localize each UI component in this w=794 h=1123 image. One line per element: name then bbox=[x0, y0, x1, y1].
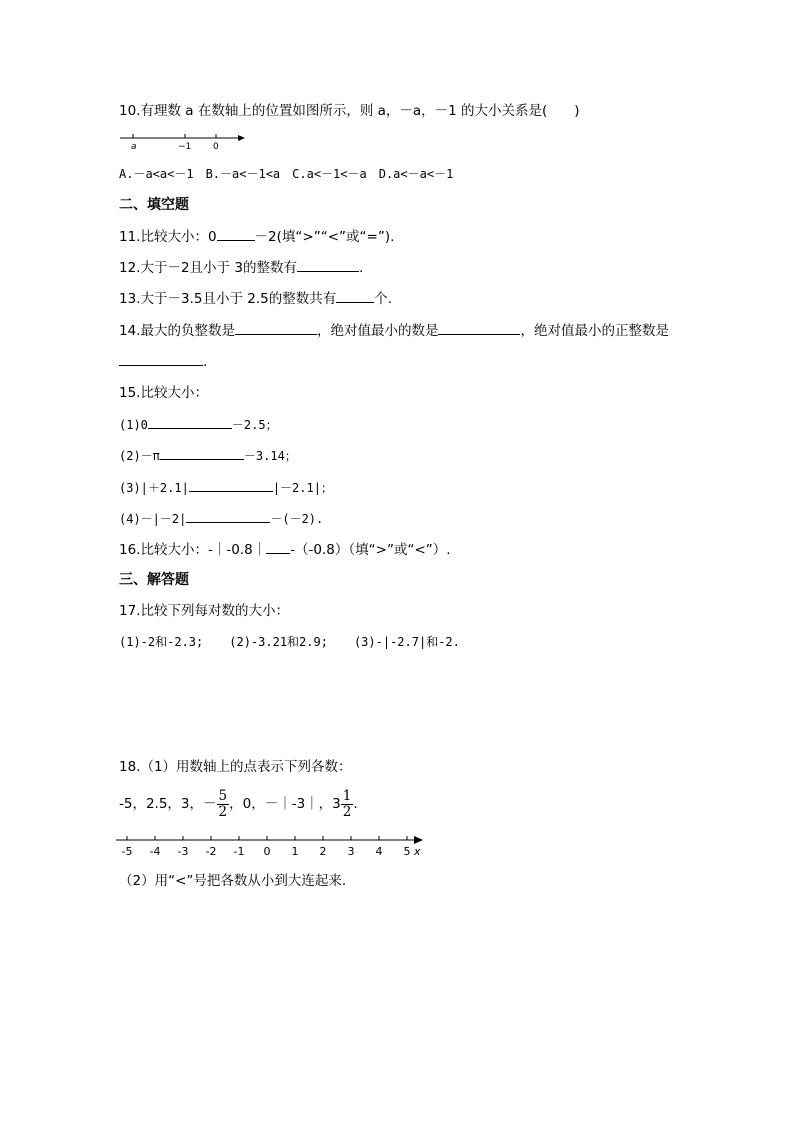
q15-part2-blank[interactable] bbox=[160, 446, 244, 460]
q18-numbers bbox=[119, 788, 358, 820]
q15-part4 bbox=[119, 509, 323, 528]
q13-blank[interactable] bbox=[336, 289, 374, 303]
q14-pre: 14.最大的负整数是 bbox=[119, 323, 235, 339]
q11-pre: 11.比较大小：0 bbox=[119, 229, 217, 245]
q18-nums-mid: ，0，－｜-3｜，3 bbox=[229, 796, 341, 812]
q15-part1-blank[interactable] bbox=[148, 415, 232, 429]
q11 bbox=[119, 227, 394, 246]
q10-axis-label-a: a bbox=[131, 142, 137, 152]
q14-blank-3[interactable] bbox=[119, 352, 203, 366]
q17-part2: (2)-3.21和2.9; bbox=[229, 635, 328, 649]
q15-part2-pre: (2)－π bbox=[119, 449, 160, 463]
q15-part1 bbox=[119, 415, 278, 434]
q15-part3-pre: (3)|＋2.1| bbox=[119, 481, 189, 495]
q13-pre: 13.大于－3.5且小于 2.5的整数共有 bbox=[119, 291, 337, 307]
q18-axis-tick-label: -5 bbox=[121, 845, 133, 858]
q18-title: 18.（1）用数轴上的点表示下列各数： bbox=[119, 759, 352, 775]
q18-number-line bbox=[112, 830, 432, 862]
q18-axis-tick-label: 4 bbox=[375, 845, 383, 858]
q15-part3-post: |－2.1|； bbox=[272, 481, 333, 495]
section-answer-title: 三、解答题 bbox=[119, 572, 189, 588]
q17-title: 17.比较下列每对数的大小： bbox=[119, 603, 289, 619]
q11-post: －2(填“>”“<”或“=”). bbox=[254, 229, 395, 245]
q15-part4-pre: (4)－|－2| bbox=[119, 512, 187, 526]
q18-fraction-1-2 bbox=[341, 789, 354, 820]
q17-parts bbox=[119, 633, 460, 651]
q14-continued bbox=[119, 352, 207, 371]
q14-blank-2[interactable] bbox=[438, 321, 520, 335]
q10-number-line bbox=[118, 128, 248, 152]
q14-end: . bbox=[203, 354, 208, 370]
q18-frac1-den: 2 bbox=[218, 803, 228, 820]
q18-axis-var: x bbox=[414, 845, 421, 858]
q18-axis-tick-label: 0 bbox=[263, 845, 271, 858]
q18-axis-tick-label: -1 bbox=[233, 845, 245, 858]
q15-part4-post: －(－2). bbox=[270, 512, 324, 526]
q15-part3 bbox=[119, 478, 333, 497]
q17-part3: (3)-|-2.7|和-2. bbox=[353, 635, 460, 649]
q18-axis-tick-label: -4 bbox=[149, 845, 161, 858]
q14-mid: ，绝对值最小的数是 bbox=[316, 323, 439, 339]
q18-frac1-num: 5 bbox=[218, 787, 228, 804]
q10-options: A.－a<a<－1 B.－a<－1<a C.a<－1<－a D.a<－a<－1 bbox=[119, 167, 454, 181]
q18-axis-tick-label: -2 bbox=[205, 845, 217, 858]
q15-part2 bbox=[119, 446, 297, 465]
q12-pre: 12.大于－2且小于 3的整数有 bbox=[119, 260, 297, 276]
q14-post: ，绝对值最小的正整数是 bbox=[520, 323, 669, 339]
q10-text: 10.有理数 a 在数轴上的位置如图所示，则 a，－a，－1 的大小关系是( ) bbox=[119, 103, 580, 119]
q17-part1: (1)-2和-2.3; bbox=[119, 635, 204, 649]
q18-axis-tick-label: 1 bbox=[291, 845, 299, 858]
q11-blank[interactable] bbox=[217, 227, 255, 241]
q18-frac2-den: 2 bbox=[342, 803, 352, 820]
q18-axis-tick-label: 5 bbox=[403, 845, 411, 858]
q18-axis-tick-label: -3 bbox=[177, 845, 189, 858]
q16-pre: 16.比较大小：-｜-0.8｜ bbox=[119, 542, 267, 558]
q18-fraction-5-2 bbox=[217, 789, 230, 820]
q12 bbox=[119, 258, 363, 277]
q18-frac2-num: 1 bbox=[342, 787, 352, 804]
q15-part3-blank[interactable] bbox=[189, 478, 273, 492]
q18-part2: （2）用“<”号把各数从小到大连起来. bbox=[119, 873, 347, 889]
q16-post: -（-0.8）（填“>”或“<”）. bbox=[290, 542, 451, 558]
section-fill-in-title: 二、填空题 bbox=[119, 197, 189, 213]
q12-blank[interactable] bbox=[297, 258, 359, 272]
q18-axis-tick-label: 3 bbox=[347, 845, 355, 858]
q16 bbox=[119, 540, 451, 559]
q15-part1-post: －2.5； bbox=[231, 418, 278, 432]
q10-axis-label-0: 0 bbox=[213, 142, 219, 152]
q14 bbox=[119, 321, 669, 340]
q15-part2-post: －3.14； bbox=[243, 449, 297, 463]
q18-nums-pre: -5，2.5，3，－ bbox=[119, 796, 217, 812]
q18-nums-end: . bbox=[353, 796, 358, 812]
q14-blank-1[interactable] bbox=[235, 321, 317, 335]
q13-post: 个. bbox=[374, 291, 392, 307]
q10-axis-label-neg1: −1 bbox=[178, 142, 192, 152]
q13 bbox=[119, 289, 392, 308]
q12-post: . bbox=[358, 260, 364, 276]
q18-axis-tick-label: 2 bbox=[319, 845, 327, 858]
q15-part1-pre: (1)0 bbox=[119, 418, 148, 432]
q15-part4-blank[interactable] bbox=[186, 509, 270, 523]
q16-blank[interactable] bbox=[266, 540, 290, 554]
q15-title: 15.比较大小： bbox=[119, 385, 208, 401]
